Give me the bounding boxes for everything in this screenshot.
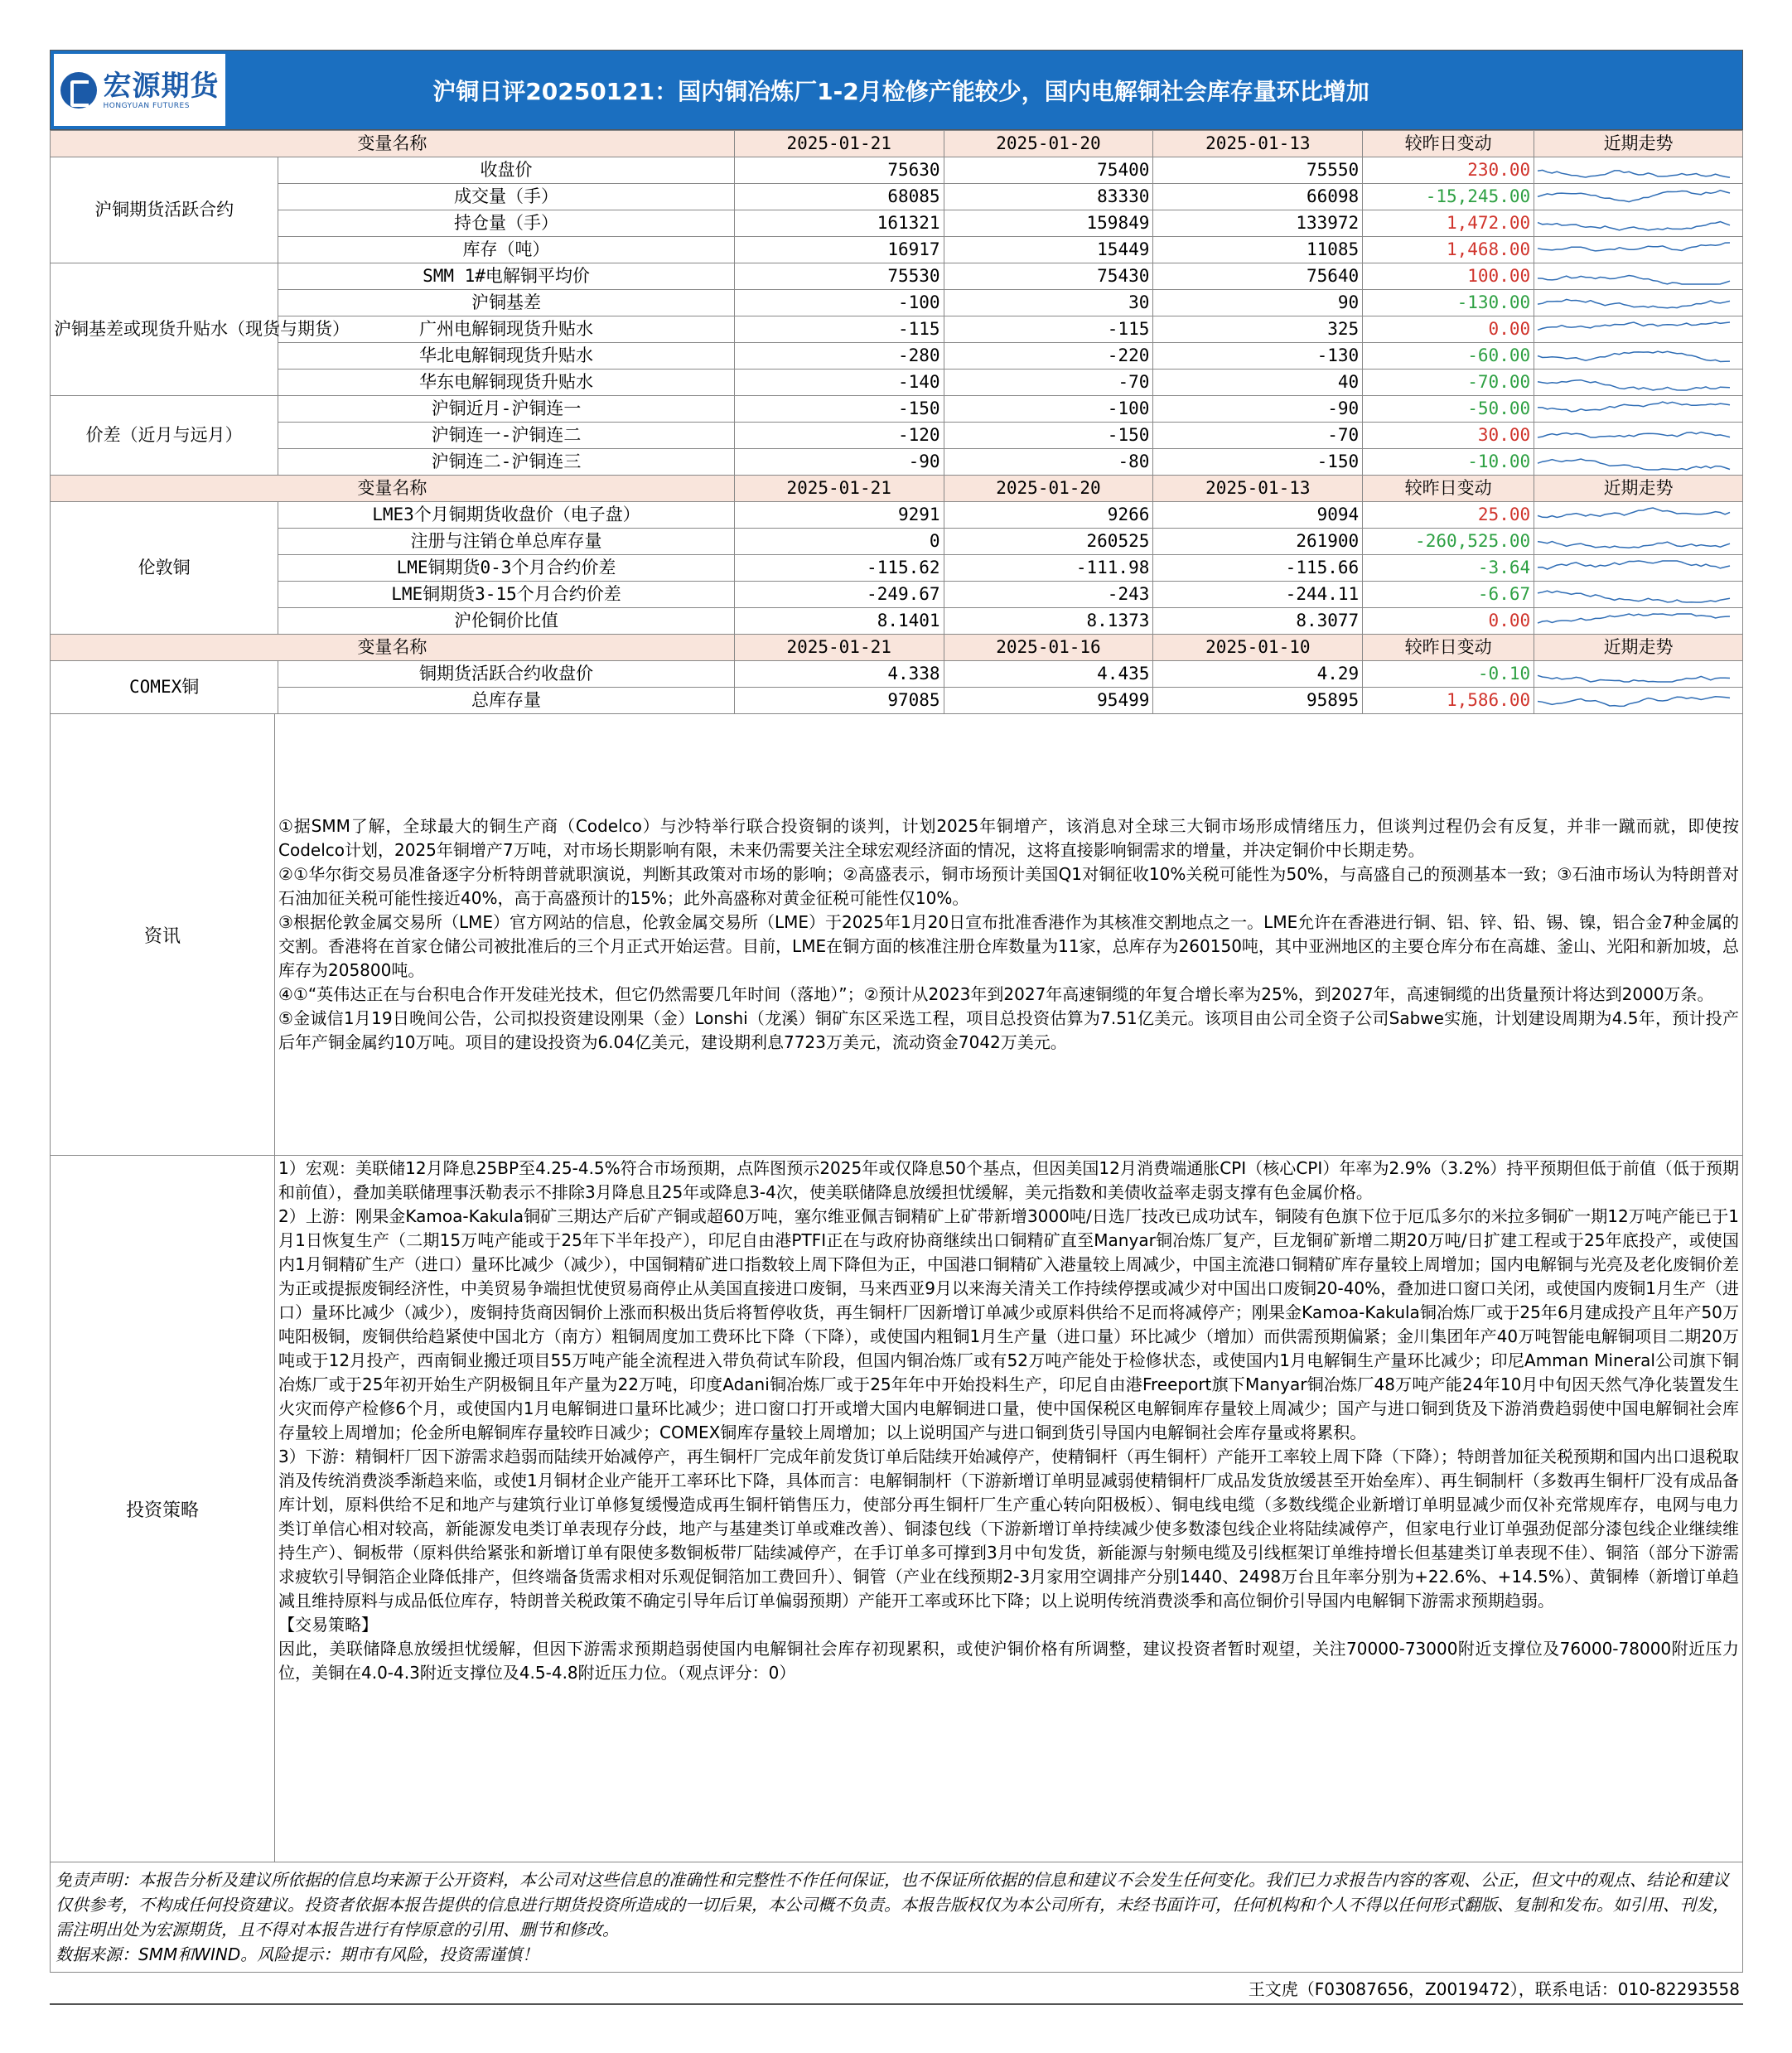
change-cell: -260,525.00 — [1363, 529, 1534, 555]
value-cell: -115.66 — [1153, 555, 1363, 582]
table-row — [51, 529, 1743, 555]
value-cell: 83330 — [944, 184, 1153, 210]
trend-sparkline — [1534, 290, 1743, 316]
change-cell: -130.00 — [1363, 290, 1534, 316]
report-header — [50, 50, 1743, 130]
change-cell: 0.00 — [1363, 608, 1534, 635]
change-cell: 100.00 — [1363, 263, 1534, 290]
value-cell: -100 — [734, 290, 944, 316]
strategy-label: 投资策略 — [51, 1156, 275, 1862]
trend-sparkline — [1534, 661, 1743, 688]
data-source-text: 数据来源：SMM和WIND。风险提示：期市有风险，投资需谨慎！ — [56, 1944, 539, 1964]
column-header: 变量名称 — [51, 635, 735, 661]
data-table — [50, 130, 1743, 714]
table-row — [51, 582, 1743, 608]
trend-sparkline — [1534, 608, 1743, 635]
table-row — [51, 184, 1743, 210]
value-cell: 260525 — [944, 529, 1153, 555]
news-paragraph: ⑤金诚信1月19日晚间公告，公司拟投资建设刚果（金）Lonshi（龙溪）铜矿东区采选工程，项目总投资估算为7.51亿美元。该项目由公司全资子公司Sabwe实施，计划建设周期为4.5年，预计投产后年产铜金属约10万吨。项目的建设投资为6.04亿美元，建设期利息7723万美元，流动资金7042万美元。 — [278, 1008, 1739, 1052]
trend-sparkline — [1534, 582, 1743, 608]
news-label: 资讯 — [51, 714, 275, 1155]
column-header: 较昨日变动 — [1363, 131, 1534, 157]
table-row — [51, 688, 1743, 714]
trend-sparkline — [1534, 263, 1743, 290]
value-cell: 133972 — [1153, 210, 1363, 237]
value-cell: 4.338 — [734, 661, 944, 688]
value-cell: -100 — [944, 396, 1153, 423]
table-row — [51, 449, 1743, 476]
variable-name: 库存（吨） — [278, 237, 735, 263]
table-row — [51, 608, 1743, 635]
trend-sparkline — [1534, 343, 1743, 370]
column-header: 2025-01-21 — [734, 635, 944, 661]
report-page — [50, 50, 1743, 2005]
variable-name: LME3个月铜期货收盘价（电子盘） — [278, 502, 735, 529]
change-cell: 1,586.00 — [1363, 688, 1534, 714]
change-cell: 230.00 — [1363, 157, 1534, 184]
column-header: 变量名称 — [51, 131, 735, 157]
value-cell: 90 — [1153, 290, 1363, 316]
value-cell: 30 — [944, 290, 1153, 316]
value-cell: -244.11 — [1153, 582, 1363, 608]
group-label: 沪铜基差或现货升贴水（现货与期货） — [51, 263, 278, 396]
change-cell: 1,472.00 — [1363, 210, 1534, 237]
trend-sparkline — [1534, 423, 1743, 449]
value-cell: -150 — [1153, 449, 1363, 476]
strategy-paragraph: 1）宏观：美联储12月降息25BP至4.25-4.5%符合市场预期，点阵图预示2025年或仅降息50个基点，但因美国12月消费端通胀CPI（核心CPI）年率为2.9%（3.2%）持平预期但低于前值（低于预期和前值），叠加美联储理事沃勒表示不排除3月降息且25年或降息3-4次，使美联储降息放缓担忧缓解，美元指数和美债收益率走弱支撑有色金属价格。 — [278, 1158, 1739, 1202]
trend-sparkline — [1534, 157, 1743, 184]
strategy-paragraph: 3）下游：精铜杆厂因下游需求趋弱而陆续开始减停产，再生铜杆厂完成年前发货订单后陆续开始减停产，使精铜杆（再生铜杆）产能开工率较上周下降（下降）；特朗普加征关税预期和国内出口退税取消及传统消费淡季渐趋来临，或使1月铜材企业产能开工率环比下降，具体而言：电解铜制杆（下游新增订单明显减弱使精铜杆厂成品发货放缓甚至开始垒库）、再生铜制杆（多数再生铜杆厂没有成品备库计划，原料供给不足和地产与建筑行业订单修复缓慢造成再生铜杆销售压力，使部分再生铜杆厂生产重心转向阳极板）、铜电线电缆（多数线缆企业新增订单明显减少而仅补充常规库存，电网与电力类订单信心相对较高，新能源发电类订单表现存分歧，地产与基建类订单或难改善）、铜漆包线（下游新增订单持续减少使多数漆包线企业将陆续减停产，但家电行业订单强劲促部分漆包线企业继续维持生产）、铜板带（原料供给紧张和新增订单有限使多数铜板带厂陆续减停产，在手订单多可撑到3月中旬发货，新能源与射频电缆及引线框架订单维持增长但基建类订单表现不佳）、铜箔（部分下游需求疲软引导铜箔企业降低排产，但终端备货需求相对乐观促铜箔加工费回升）、铜管（产业在线预期2-3月家用空调排产分别1440、2498万台且年率分别为+22.6%、+14.5%）、黄铜棒（新增订单趋减且维持原料与成品低位库存，特朗普关税政策不确定引导年后订单偏弱预期）产能开工率或环比下降；以上说明传统消费淡季和高位铜价引导国内电解铜下游需求预期趋弱。 — [278, 1447, 1739, 1611]
value-cell: -90 — [734, 449, 944, 476]
value-cell: -130 — [1153, 343, 1363, 370]
column-header: 较昨日变动 — [1363, 476, 1534, 502]
variable-name: 持仓量（手） — [278, 210, 735, 237]
group-label: 伦敦铜 — [51, 502, 278, 635]
table-row — [51, 343, 1743, 370]
value-cell: 75530 — [734, 263, 944, 290]
table-row — [51, 290, 1743, 316]
value-cell: 261900 — [1153, 529, 1363, 555]
variable-name: 沪铜近月-沪铜连一 — [278, 396, 735, 423]
variable-name: 沪铜基差 — [278, 290, 735, 316]
value-cell: 16917 — [734, 237, 944, 263]
table-row — [51, 263, 1743, 290]
table-row — [51, 396, 1743, 423]
value-cell: 0 — [734, 529, 944, 555]
value-cell: 9291 — [734, 502, 944, 529]
variable-name: SMM 1#电解铜平均价 — [278, 263, 735, 290]
value-cell: 9094 — [1153, 502, 1363, 529]
value-cell: 75430 — [944, 263, 1153, 290]
disclaimer — [50, 1862, 1743, 1973]
company-logo — [54, 54, 225, 126]
section-header-row — [51, 131, 1743, 157]
change-cell: 25.00 — [1363, 502, 1534, 529]
value-cell: -115 — [944, 316, 1153, 343]
news-paragraph: ①据SMM了解，全球最大的铜生产商（Codelco）与沙特举行联合投资铜的谈判，计划2025年铜增产，该消息对全球三大铜市场形成情绪压力，但谈判过程仍会有反复，并非一蹴而就，即使按Codelco计划，2025年铜增产7万吨，对市场长期影响有限，未来仍需要关注全球宏观经济面的情况，这将直接影响铜需求的增量，并决定铜价中长期走势。 — [278, 816, 1739, 860]
logo-name-en: HONGYUAN FUTURES — [103, 101, 190, 110]
value-cell: 4.435 — [944, 661, 1153, 688]
change-cell: -0.10 — [1363, 661, 1534, 688]
logo-name-cn: 宏源期货 — [103, 69, 220, 103]
column-header: 2025-01-10 — [1153, 635, 1363, 661]
trend-sparkline — [1534, 316, 1743, 343]
value-cell: 75400 — [944, 157, 1153, 184]
change-cell: 30.00 — [1363, 423, 1534, 449]
value-cell: 97085 — [734, 688, 944, 714]
news-paragraph: ③根据伦敦金属交易所（LME）官方网站的信息，伦敦金属交易所（LME）于2025年1月20日宣布批准香港作为其核准交割地点之一。LME允许在香港进行铜、铝、锌、铅、锡、镍，铝合金7种金属的交割。香港将在首家仓储公司被批准后的三个月正式开始运营。目前，LME在铜方面的核准注册仓库数量为11家，总库存为260150吨，其中亚洲地区的主要仓库分布在高雄、釜山、光阳和新加坡，总库存为205800吨。 — [278, 912, 1739, 980]
variable-name: 沪伦铜价比值 — [278, 608, 735, 635]
news-paragraph: ④①“英伟达正在与台积电合作开发硅光技术，但它仍然需要几年时间（落地）”；②预计从2023年到2027年高速铜缆的年复合增长率为25%，到2027年，高速铜缆的出货量预计将达到2000万条。 — [278, 984, 1714, 1004]
value-cell: -115 — [734, 316, 944, 343]
value-cell: 95499 — [944, 688, 1153, 714]
value-cell: 75630 — [734, 157, 944, 184]
value-cell: 161321 — [734, 210, 944, 237]
strategy-body — [275, 1156, 1742, 1862]
table-row — [51, 502, 1743, 529]
change-cell: -3.64 — [1363, 555, 1534, 582]
trend-sparkline — [1534, 688, 1743, 714]
table-row — [51, 237, 1743, 263]
value-cell: 15449 — [944, 237, 1153, 263]
column-header: 2025-01-13 — [1153, 476, 1363, 502]
variable-name: 沪铜连一-沪铜连二 — [278, 423, 735, 449]
variable-name: 收盘价 — [278, 157, 735, 184]
change-cell: -70.00 — [1363, 370, 1534, 396]
column-header: 变量名称 — [51, 476, 735, 502]
logo-mark-icon — [60, 72, 97, 109]
column-header: 2025-01-21 — [734, 131, 944, 157]
value-cell: -243 — [944, 582, 1153, 608]
value-cell: -280 — [734, 343, 944, 370]
strategy-paragraph: 2）上游：刚果金Kamoa-Kakula铜矿三期达产后矿产铜或超60万吨，塞尔维亚佩吉铜精矿上矿带新增3000吨/日选厂技改已成功试车，铜陵有色旗下位于厄瓜多尔的米拉多铜矿一期12万吨产能已于1月1日恢复生产（二期15万吨产能或于25年下半年投产），印尼自由港PTFI正在与政府协商继续出口铜精矿直至Manyar铜冶炼厂复产，巨龙铜矿新增二期20万吨/日扩建工程或于25年底投产，或使国内1月铜精矿生产（进口）量环比减少（减少），中国铜精矿进口指数较上周下降但为正，中国港口铜精矿入港量较上周减少，中国主流港口铜精矿库存量较上周增加；国内电解铜与光亮及老化废铜价差为正或提振废铜经济性，中美贸易争端担忧使贸易商停止从美国直接进口废铜，马来西亚9月以来海关清关工作持续停摆或减少对中国出口废铜20-40%，叠加进口窗口关闭，或使国内废铜1月生产（进口）量环比减少（减少），废铜持货商因铜价上涨而积极出货后将暂停收货，再生铜杆厂因新增订单减少或原料供给不足而将减停产；刚果金Kamoa-Kakula铜冶炼厂或于25年6月建成投产且年产50万吨阳极铜，废铜供给趋紧使中国北方（南方）粗铜周度加工费环比下降（下降），或使国内粗铜1月生产量（进口量）环比减少（增加）而供需预期偏紧；金川集团年产40万吨智能电解铜项目二期20万吨或于12月投产，西南铜业搬迁项目55万吨产能全流程进入带负荷试车阶段，但国内铜冶炼厂或有52万吨产能处于检修状态，或使国内1月电解铜生产量环比减少；印尼Amman Mineral公司旗下铜冶炼厂或于25年初开始生产阴极铜且年产量为22万吨，印度Adani铜冶炼厂或于25年年中开始投料生产，印尼自由港Freeport旗下Manyar铜冶炼厂48万吨产能24年10月中旬因天然气净化装置发生火灾而停产检修6个月，或使国内1月电解铜进口量环比减少；进口窗口打开或增大国内电解铜进口量，使中国保税区电解铜库存量较上周减少；国产与进口铜到货及下游消费趋弱使中国电解铜社会库存量较上周增加；伦金所电解铜库存量较昨日减少；COMEX铜库存量较上周增加；以上说明国产与进口铜到货引导国内电解铜社会库存量或将累积。 — [278, 1206, 1739, 1442]
column-header: 近期走势 — [1534, 635, 1743, 661]
trend-sparkline — [1534, 370, 1743, 396]
trend-sparkline — [1534, 184, 1743, 210]
column-header: 2025-01-20 — [944, 131, 1153, 157]
variable-name: 广州电解铜现货升贴水 — [278, 316, 735, 343]
table-row — [51, 157, 1743, 184]
analyst-footer: 王文虎（F03087656，Z0019472），联系电话：010-82293558 — [50, 1973, 1743, 2005]
column-header: 较昨日变动 — [1363, 635, 1534, 661]
trend-sparkline — [1534, 449, 1743, 476]
trend-sparkline — [1534, 502, 1743, 529]
column-header: 2025-01-13 — [1153, 131, 1363, 157]
table-row — [51, 555, 1743, 582]
table-row — [51, 210, 1743, 237]
trend-sparkline — [1534, 555, 1743, 582]
trend-sparkline — [1534, 237, 1743, 263]
section-header-row — [51, 476, 1743, 502]
news-body — [275, 714, 1742, 1155]
column-header: 2025-01-20 — [944, 476, 1153, 502]
value-cell: 66098 — [1153, 184, 1363, 210]
variable-name: 铜期货活跃合约收盘价 — [278, 661, 735, 688]
group-label: 价差（近月与远月） — [51, 396, 278, 476]
change-cell: -60.00 — [1363, 343, 1534, 370]
variable-name: LME铜期货0-3个月合约价差 — [278, 555, 735, 582]
strategy-paragraph: 因此，美联储降息放缓担忧缓解，但因下游需求预期趋弱使国内电解铜社会库存初现累积，或使沪铜价格有所调整，建议投资者暂时观望，关注70000-73000附近支撑位及76000-78000附近压力位，美铜在4.0-4.3附近支撑位及4.5-4.8附近压力位。（观点评分：0） — [278, 1639, 1739, 1683]
variable-name: 注册与注销仓单总库存量 — [278, 529, 735, 555]
value-cell: 9266 — [944, 502, 1153, 529]
value-cell: -90 — [1153, 396, 1363, 423]
value-cell: -80 — [944, 449, 1153, 476]
value-cell: -70 — [944, 370, 1153, 396]
value-cell: -120 — [734, 423, 944, 449]
value-cell: 75550 — [1153, 157, 1363, 184]
value-cell: -150 — [944, 423, 1153, 449]
value-cell: -249.67 — [734, 582, 944, 608]
column-header: 近期走势 — [1534, 131, 1743, 157]
strategy-paragraph: 【交易策略】 — [278, 1615, 378, 1635]
change-cell: -6.67 — [1363, 582, 1534, 608]
change-cell: 1,468.00 — [1363, 237, 1534, 263]
value-cell: 4.29 — [1153, 661, 1363, 688]
value-cell: 8.1401 — [734, 608, 944, 635]
table-row — [51, 370, 1743, 396]
value-cell: 75640 — [1153, 263, 1363, 290]
value-cell: 8.3077 — [1153, 608, 1363, 635]
table-row — [51, 423, 1743, 449]
report-title: 沪铜日评20250121：国内铜冶炼厂1-2月检修产能较少，国内电解铜社会库存量环比增加 — [432, 77, 1369, 105]
value-cell: 8.1373 — [944, 608, 1153, 635]
value-cell: 40 — [1153, 370, 1363, 396]
value-cell: -115.62 — [734, 555, 944, 582]
column-header: 2025-01-21 — [734, 476, 944, 502]
change-cell: 0.00 — [1363, 316, 1534, 343]
variable-name: 总库存量 — [278, 688, 735, 714]
value-cell: 95895 — [1153, 688, 1363, 714]
trend-sparkline — [1534, 210, 1743, 237]
value-cell: -150 — [734, 396, 944, 423]
news-paragraph: ②①华尔街交易员准备逐字分析特朗普就职演说，判断其政策对市场的影响；②高盛表示，铜市场预计美国Q1对铜征收10%关税可能性为50%，与高盛自己的预测基本一致；③石油市场认为特朗普对石油加征关税可能性接近40%，高于高盛预计的15%；此外高盛称对黄金征税可能性仅10%。 — [278, 864, 1739, 908]
variable-name: 成交量（手） — [278, 184, 735, 210]
disclaimer-text: 免责声明：本报告分析及建议所依据的信息均来源于公开资料，本公司对这些信息的准确性和完整性不作任何保证，也不保证所依据的信息和建议不会发生任何变化。我们已力求报告内容的客观、公正，但文中的观点、结论和建议仅供参考，不构成任何投资建议。投资者依据本报告提供的信息进行期货投资所造成的一切后果，本公司概不负责。本报告版权仅为本公司所有，未经书面许可，任何机构和个人不得以任何形式翻版、复制和发布。如引用、刊发，需注明出处为宏源期货，且不得对本报告进行有悖原意的引用、删节和修改。 — [56, 1870, 1729, 1939]
column-header: 2025-01-16 — [944, 635, 1153, 661]
value-cell: 159849 — [944, 210, 1153, 237]
strategy-block — [50, 1156, 1743, 1862]
group-label: 沪铜期货活跃合约 — [51, 157, 278, 263]
change-cell: -50.00 — [1363, 396, 1534, 423]
variable-name: LME铜期货3-15个月合约价差 — [278, 582, 735, 608]
trend-sparkline — [1534, 396, 1743, 423]
table-row — [51, 661, 1743, 688]
value-cell: -140 — [734, 370, 944, 396]
section-header-row — [51, 635, 1743, 661]
news-block — [50, 714, 1743, 1156]
column-header: 近期走势 — [1534, 476, 1743, 502]
value-cell: -70 — [1153, 423, 1363, 449]
value-cell: 325 — [1153, 316, 1363, 343]
group-label: COMEX铜 — [51, 661, 278, 714]
trend-sparkline — [1534, 529, 1743, 555]
value-cell: 68085 — [734, 184, 944, 210]
change-cell: -15,245.00 — [1363, 184, 1534, 210]
value-cell: 11085 — [1153, 237, 1363, 263]
variable-name: 华东电解铜现货升贴水 — [278, 370, 735, 396]
change-cell: -10.00 — [1363, 449, 1534, 476]
value-cell: -111.98 — [944, 555, 1153, 582]
value-cell: -220 — [944, 343, 1153, 370]
variable-name: 沪铜连二-沪铜连三 — [278, 449, 735, 476]
variable-name: 华北电解铜现货升贴水 — [278, 343, 735, 370]
